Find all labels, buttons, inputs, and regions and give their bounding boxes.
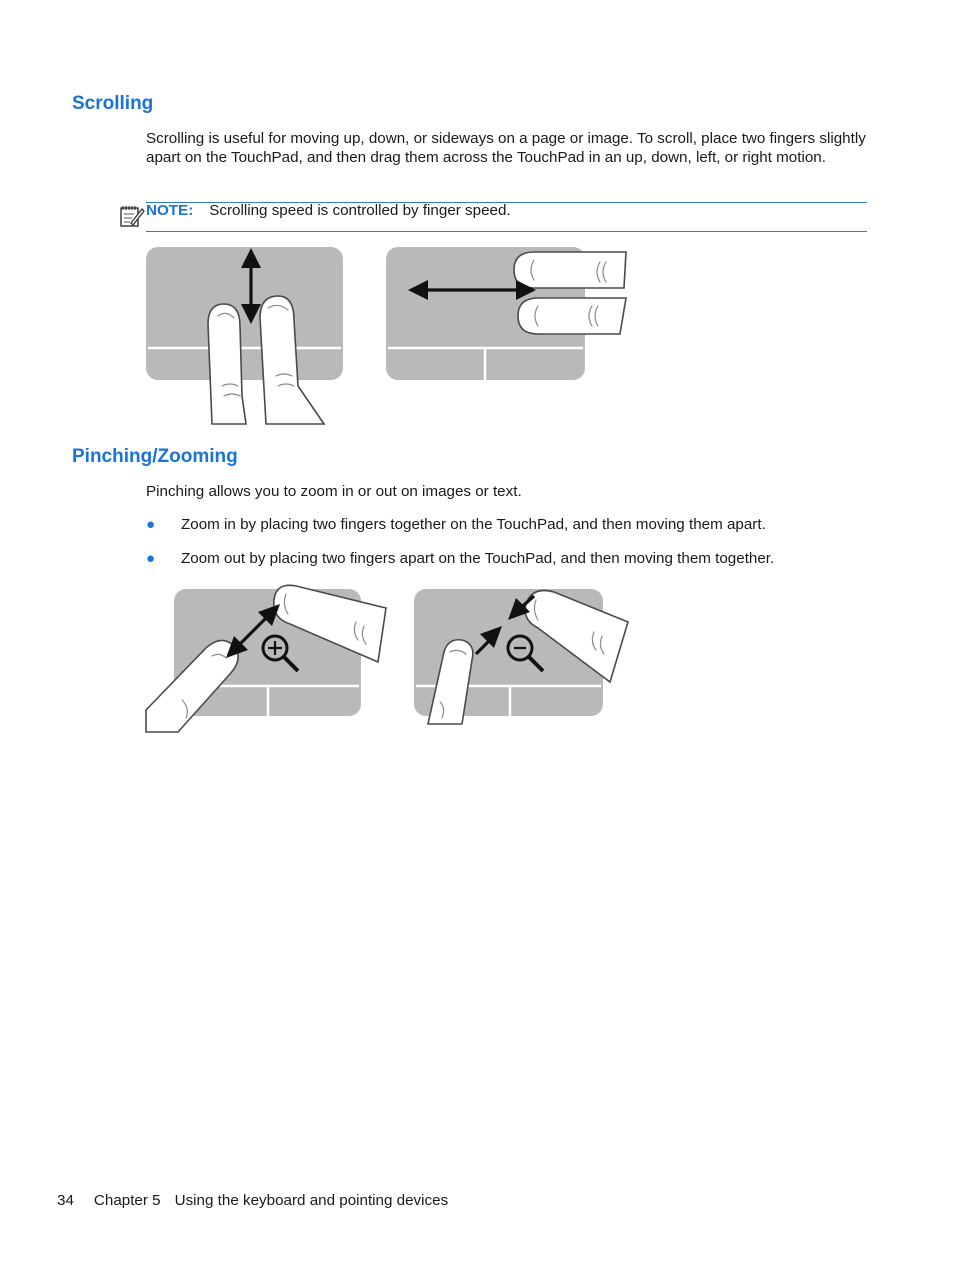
note-text: Scrolling speed is controlled by finger speed. [209,202,511,219]
note-bottom-rule [146,231,867,232]
note-content [146,201,511,220]
bullet-text: Zoom out by placing two fingers apart on the TouchPad, and then moving them together. [181,550,775,567]
horizontal-scroll-illustration [386,246,628,382]
bullet-dot: ● [146,550,156,567]
pinching-intro: Pinching allows you to zoom in or out on images or text. [146,483,522,500]
zoom-out-illustration [414,582,630,724]
finger-shape [518,298,626,334]
bullet-dot: ● [146,516,156,533]
page-footer [57,1192,448,1209]
pinching-heading: Pinching/Zooming [72,446,238,467]
finger-shape [208,304,246,424]
chapter-label: Chapter 5 [93,1192,161,1209]
vertical-scroll-illustration [146,246,346,424]
page-number: 34 [57,1192,74,1209]
scrolling-paragraph: Scrolling is useful for moving up, down, or sideways on a page or image. To scroll, place two fingers slightly apart on the TouchPad, and then drag them across the TouchPad in an up, down, left, or right motion. [146,130,866,166]
bullet-text: Zoom in by placing two fingers together on the TouchPad, and then moving them apart. [181,516,766,533]
note-pad-icon [119,203,145,229]
note-label: NOTE: [146,202,194,219]
zoom-in-illustration [146,582,388,732]
chapter-title: Using the keyboard and pointing devices [174,1192,449,1209]
scrolling-heading: Scrolling [72,93,154,114]
